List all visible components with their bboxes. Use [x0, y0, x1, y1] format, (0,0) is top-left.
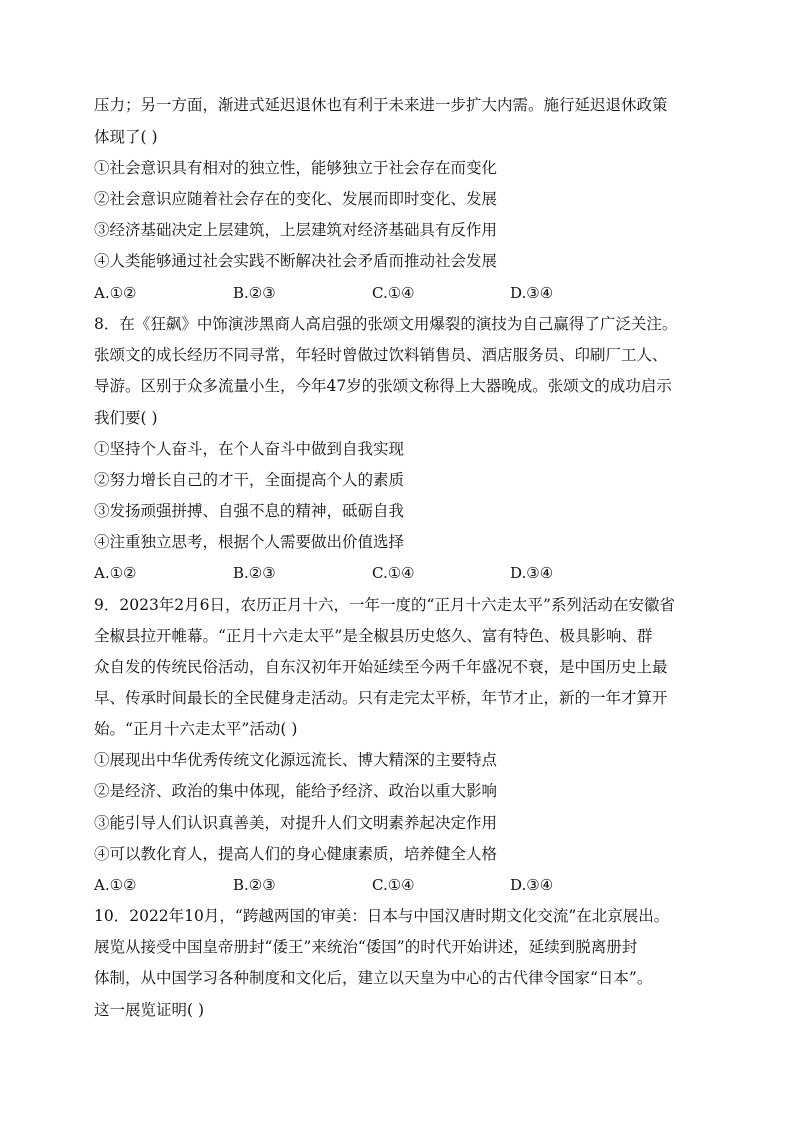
q9-options [94, 875, 714, 895]
q8-stem-line: 导游。区别于众多流量小生，今年47岁的张颂文称得上大器晚成。张颂文的成功启示 [94, 377, 672, 395]
q9-stem-line: 全椒县拉开帷幕。“正月十六走太平”是全椒县历史悠久、富有特色、极具影响、群 [94, 627, 653, 645]
q9-stem-line: 始。“正月十六走太平”活动( ) [94, 720, 298, 738]
q8-statement-4: ④注重独立思考，根据个人需要做出价值选择 [94, 533, 405, 551]
q8-option-d[interactable]: D.③④ [510, 564, 554, 582]
q8-option-a[interactable]: A.①② [94, 564, 137, 582]
q9-stem-line: 早、传承时间最长的全民健身走活动。只有走完太平桥，年节才止，新的一年才算开 [94, 689, 668, 707]
q9-statement-1: ①展现出中华优秀传统文化源远流长、博大精深的主要特点 [94, 751, 498, 769]
q8-option-c[interactable]: C.①④ [372, 564, 415, 582]
q9-stem-line: 众自发的传统民俗活动，自东汉初年开始延续至今两千年盛况不衰，是中国历史上最 [94, 658, 668, 676]
q7-statement-4: ④人类能够通过社会实践不断解决社会矛盾而推动社会发展 [94, 252, 498, 270]
q7-option-d[interactable]: D.③④ [510, 284, 554, 302]
q9-statement-2: ②是经济、政治的集中体现，能给予经济、政治以重大影响 [94, 782, 498, 800]
q9-option-d[interactable]: D.③④ [510, 876, 554, 894]
q8-option-b[interactable]: B.②③ [233, 564, 276, 582]
q10-stem-line: 这一展览证明( ) [94, 1001, 205, 1019]
q8-stem-line: 我们要( ) [94, 409, 158, 427]
q8-statement-2: ②努力增长自己的才干，全面提高个人的素质 [94, 471, 405, 489]
q7-option-a[interactable]: A.①② [94, 284, 137, 302]
q9-stem-line: 9．2023年2月6日，农历正月十六，一年一度的“正月十六走太平”系列活动在安徽省 [94, 596, 675, 614]
q7-stem-line: 体现了( ) [94, 128, 158, 146]
q9-option-b[interactable]: B.②③ [233, 876, 276, 894]
q7-statement-2: ②社会意识应随着社会存在的变化、发展而即时变化、发展 [94, 190, 498, 208]
q8-stem-line: 张颂文的成长经历不同寻常，年轻时曾做过饮料销售员、酒店服务员、印刷厂工人、 [94, 346, 668, 364]
q9-statement-4: ④可以教化育人，提高人们的身心健康素质，培养健全人格 [94, 845, 498, 863]
q9-option-c[interactable]: C.①④ [372, 876, 415, 894]
q7-statement-1: ①社会意识具有相对的独立性，能够独立于社会存在而变化 [94, 159, 498, 177]
q7-option-b[interactable]: B.②③ [233, 284, 276, 302]
q8-options [94, 563, 714, 583]
q8-statement-1: ①坚持个人奋斗，在个人奋斗中做到自我实现 [94, 440, 405, 458]
q8-statement-3: ③发扬顽强拼搏、自强不息的精神，砥砺自我 [94, 502, 405, 520]
q10-stem-line: 10．2022年10月，“跨越两国的审美：日本与中国汉唐时期文化交流”在北京展出。 [94, 907, 670, 925]
q10-stem-line: 展览从接受中国皇帝册封“倭王”来统治“倭国”的时代开始讲述，延续到脱离册封 [94, 938, 638, 956]
q7-options [94, 283, 714, 303]
q9-option-a[interactable]: A.①② [94, 876, 137, 894]
q7-option-c[interactable]: C.①④ [372, 284, 415, 302]
q8-stem-line: 8．在《狂飙》中饰演涉黑商人高启强的张颂文用爆裂的演技为自己赢得了广泛关注。 [94, 315, 678, 333]
q7-statement-3: ③经济基础决定上层建筑，上层建筑对经济基础具有反作用 [94, 221, 498, 239]
q10-stem-line: 体制，从中国学习各种制度和文化后，建立以天皇为中心的古代律令国家“日本”。 [94, 969, 653, 987]
q7-stem-line: 压力；另一方面，渐进式延迟退休也有利于未来进一步扩大内需。施行延迟退休政策 [94, 96, 668, 114]
q9-statement-3: ③能引导人们认识真善美，对提升人们文明素养起决定作用 [94, 814, 498, 832]
